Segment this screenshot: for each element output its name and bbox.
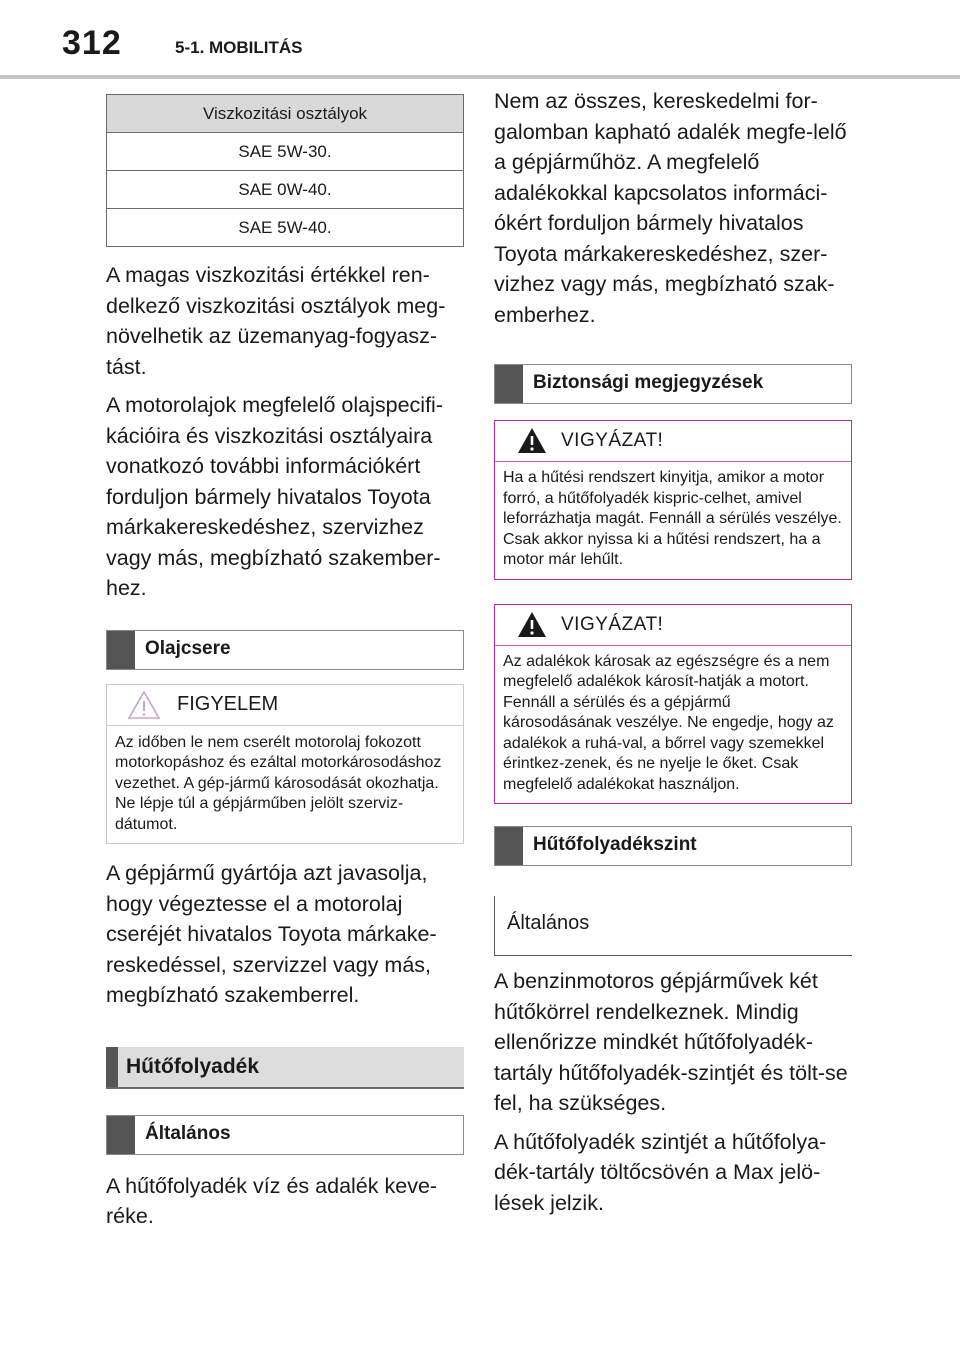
table-header-cell: Viszkozitási osztályok	[107, 95, 464, 133]
warning-text: Ha a hűtési rendszert kinyitja, amikor a motor forró, a hűtőfolyadék kispric-celhet, amivel leforrázhatja magát. Fennáll a sérülés veszélye. Csak akkor nyissa ki a hűtési rendszert, ha a motor már lehűlt.	[503, 469, 842, 568]
warning-box	[494, 604, 852, 805]
paragraph-oil-change-recommendation: A gépjármű gyártója azt javasolja, hogy végeztesse el a motorolaj cseréjét hivatalos Toyota márkake-reskedéssel, szervizzel vagy más, megbízható szakemberrel.	[106, 861, 437, 1007]
table-cell: SAE 5W-40.	[107, 209, 464, 247]
notice-box	[106, 684, 464, 845]
warning-title: VIGYÁZAT!	[561, 613, 664, 635]
heading-text: Biztonsági megjegyzések	[533, 372, 764, 393]
header-divider	[0, 75, 960, 79]
heading-text: Hűtőfolyadékszint	[533, 834, 697, 855]
warning-header	[495, 605, 851, 646]
section-title: 5-1. MOBILITÁS	[175, 38, 303, 57]
heading-bar	[495, 365, 523, 403]
heading-text: Hűtőfolyadék	[126, 1054, 260, 1078]
caution-triangle-icon	[127, 690, 161, 720]
heading-bar	[495, 827, 523, 865]
paragraph-coolant-definition: A hűtőfolyadék víz és adalék keve-réke.	[106, 1173, 438, 1228]
heading-safety-notes	[494, 364, 852, 404]
table-row	[107, 209, 464, 247]
left-column	[106, 94, 464, 1232]
heading-text: Olajcsere	[145, 637, 231, 659]
heading-general	[106, 1115, 464, 1155]
subheading-general	[494, 896, 852, 956]
paragraph-oil-specs: A motorolajok megfelelő olajspecifi-kációira és viszkozitási osztályaira vonatkozó további információkért forduljon bármely hivatalos Toyota márkakereskedéshez, szervizhez vagy más, megbízható szakember-hez.	[106, 393, 443, 600]
heading-bar	[107, 631, 135, 669]
heading-text: Általános	[145, 1122, 231, 1144]
paragraph-max-marks: A hűtőfolyadék szintjét a hűtőfolya-dék-tartály töltőcsövén a Max jelö-lések jelzik.	[494, 1129, 827, 1215]
notice-title: FIGYELEM	[177, 693, 279, 715]
viscosity-table	[106, 94, 464, 247]
heading-coolant	[106, 1047, 464, 1089]
warning-header	[495, 421, 851, 462]
table-cell: SAE 5W-30.	[107, 133, 464, 171]
heading-bar	[106, 1047, 118, 1087]
heading-coolant-level	[494, 826, 852, 866]
notice-header	[107, 685, 463, 726]
notice-text: Az időben le nem cserélt motorolaj fokozott motorkopáshoz és ezáltal motorkárosodáshoz vezethet. A gép-jármű károsodását okozhatja. Ne lépje túl a gépjárműben jelölt szerviz-dátumot.	[115, 733, 442, 833]
warning-text: Az adalékok károsak az egészségre és a nem megfelelő adalékok károsít-hatják a motort. Fennáll a sérülés és a gépjármű károsodásának veszélye. Ne engedje, hogy az adalékok a ruhá-val, a bőrrel vagy szemekkel érintkez-zenek, és ne nyelje le őket. Csak megfelelő adalékokat használjon.	[503, 652, 834, 793]
table-row	[107, 171, 464, 209]
paragraph-two-circuits: A benzinmotoros gépjárművek két hűtőkörrel rendelkeznek. Mindig ellenőrizze mindkét hűtőfolyadék-tartály hűtőfolyadék-szintjét és tölt-se fel, ha szükséges.	[494, 969, 848, 1115]
table-cell: SAE 0W-40.	[107, 171, 464, 209]
subheading-text: Általános	[507, 912, 590, 934]
paragraph-additives: Nem az összes, kereskedelmi for-galomban kapható adalék megfe-lelő a gépjárműhöz. A megfelelő adalékokkal kapcsolatos informáci-ókért forduljon bármely hivatalos Toyota márkakereskedéshez, szer-vizhez vagy más, megbízható szak-emberhez.	[494, 89, 847, 327]
warning-title: VIGYÁZAT!	[561, 430, 664, 451]
table-header-row	[107, 95, 464, 133]
page-header	[0, 0, 960, 80]
page-number: 312	[62, 24, 122, 62]
warning-box	[494, 420, 852, 580]
table-row	[107, 133, 464, 171]
heading-oil-change	[106, 630, 464, 670]
warning-triangle-icon	[517, 611, 547, 639]
paragraph-viscosity-consumption: A magas viszkozitási értékkel ren-delkező viszkozitási osztályok meg-növelhetik az üzemanyag-fogyasz-tást.	[106, 263, 446, 379]
right-column	[494, 86, 852, 1218]
heading-bar	[107, 1116, 135, 1154]
warning-triangle-icon	[517, 427, 547, 455]
